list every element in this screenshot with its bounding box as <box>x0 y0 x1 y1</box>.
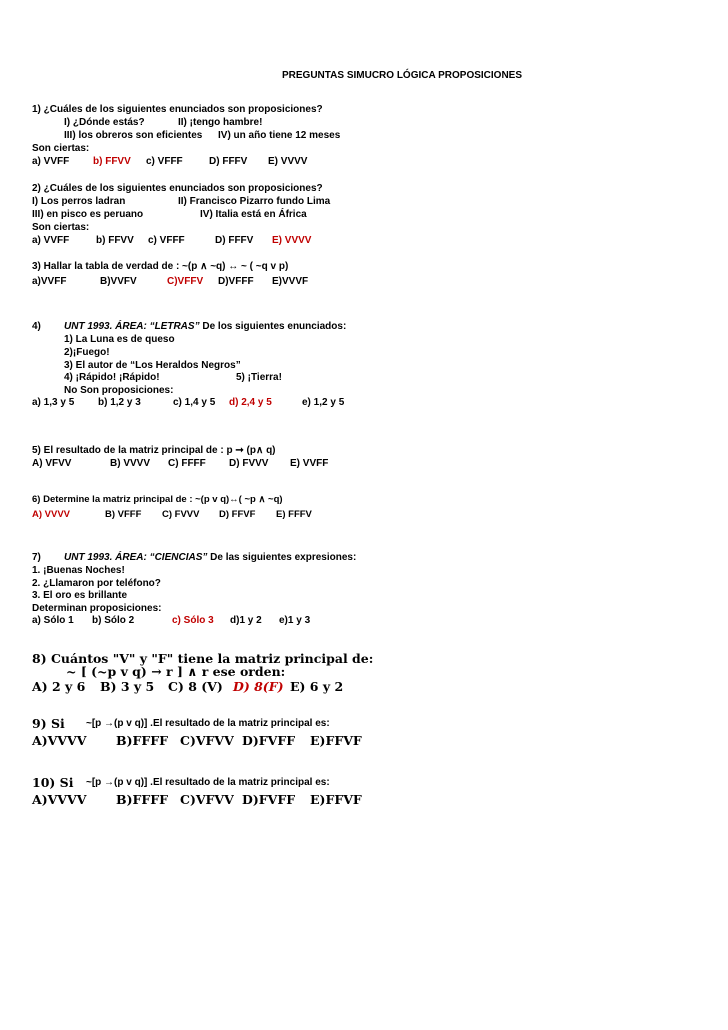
q7-number: 7) <box>32 552 41 563</box>
q1-option-d[interactable]: D) FFFV <box>209 156 248 167</box>
q2-option-b[interactable]: b) FFVV <box>96 235 134 246</box>
q9-option-c[interactable]: C)VFVV <box>180 733 234 748</box>
q3-option-a[interactable]: a)VVFF <box>32 276 67 287</box>
q5-option-c[interactable]: C) FFFF <box>168 458 206 469</box>
page-header: PREGUNTAS SIMUCRO LÓGICA PROPOSICIONES <box>282 70 523 81</box>
q10-option-b[interactable]: B)FFFF <box>116 792 168 807</box>
q8-expression: ~ [ (~p v q) → r ] ∧ r ese orden: <box>66 664 286 679</box>
q1-son-ciertas: Son ciertas: <box>32 143 90 154</box>
q2-statement-iv: IV) Italia está en África <box>200 209 307 220</box>
q8-option-e[interactable]: E) 6 y 2 <box>290 679 344 694</box>
q4-title: UNT 1993. ÁREA: “LETRAS” <box>64 321 200 332</box>
q5-option-b[interactable]: B) VVVV <box>110 458 151 469</box>
q5-stem: 5) El resultado de la matriz principal de : p ➞ (p∧ q) <box>32 445 276 456</box>
q3-stem: 3) Hallar la tabla de verdad de : ~(p ∧ ~q) ↔ ~ ( ~q v p) <box>32 261 289 272</box>
q7-option-b[interactable]: b) Sólo 2 <box>92 615 135 626</box>
q3-option-c[interactable]: C)VFFV <box>167 276 204 287</box>
q9-expression: ~[p →(p v q)] .El resultado de la matriz principal es: <box>86 718 330 729</box>
q2-statement-ii: II) Francisco Pizarro fundo Lima <box>178 196 331 207</box>
q8-stem: 8) Cuántos "V" y "F" tiene la matriz principal de: <box>32 651 374 666</box>
q7-option-c[interactable]: c) Sólo 3 <box>172 615 214 626</box>
q7-title-rest: De las siguientes expresiones: <box>207 552 357 563</box>
q10-option-d[interactable]: D)FVFF <box>242 792 296 807</box>
q6-option-d[interactable]: D) FFVF <box>219 509 256 520</box>
q2-statement-iii: III) en pisco es peruano <box>32 209 144 220</box>
q4-option-a[interactable]: a) 1,3 y 5 <box>32 397 75 408</box>
q4-option-c[interactable]: c) 1,4 y 5 <box>173 397 216 408</box>
q2-option-d[interactable]: D) FFFV <box>215 235 254 246</box>
q4-line-3: 3) El autor de “Los Heraldos Negros” <box>64 360 241 371</box>
q1-statement-iii: III) los obreros son eficientes <box>64 130 203 141</box>
q4-heading <box>64 321 346 332</box>
q3-option-d[interactable]: D)VFFF <box>218 276 254 287</box>
q4-number: 4) <box>32 321 41 332</box>
q1-statement-iv: IV) un año tiene 12 meses <box>218 130 341 141</box>
q9-number: 9) Si <box>32 716 65 731</box>
q6-stem: 6) Determine la matriz principal de : ~(p v q)↔( ~p ∧ ~q) <box>32 494 283 505</box>
q6-option-e[interactable]: E) FFFV <box>276 509 312 520</box>
q10-number: 10) Si <box>32 775 74 790</box>
q1-option-c[interactable]: c) VFFF <box>146 156 183 167</box>
q2-option-e[interactable]: E) VVVV <box>272 235 312 246</box>
q1-option-a[interactable]: a) VVFF <box>32 156 70 167</box>
q7-option-d[interactable]: d)1 y 2 <box>230 615 262 626</box>
q7-title: UNT 1993. ÁREA: “CIENCIAS” <box>64 552 208 563</box>
q2-option-c[interactable]: c) VFFF <box>148 235 185 246</box>
q10-option-c[interactable]: C)VFVV <box>180 792 234 807</box>
q5-option-e[interactable]: E) VVFF <box>290 458 329 469</box>
q7-line-1: 1. ¡Buenas Noches! <box>32 565 125 576</box>
q10-expression: ~[p →(p v q)] .El resultado de la matriz principal es: <box>86 777 330 788</box>
q4-title-rest: De los siguientes enunciados: <box>199 321 347 332</box>
q4-option-d[interactable]: d) 2,4 y 5 <box>229 397 272 408</box>
q8-option-b[interactable]: B) 3 y 5 <box>100 679 155 694</box>
q2-option-a[interactable]: a) VVFF <box>32 235 70 246</box>
q5-option-d[interactable]: D) FVVV <box>229 458 269 469</box>
q1-stem: 1) ¿Cuáles de los siguientes enunciados son proposiciones? <box>32 104 323 115</box>
q10-option-e[interactable]: E)FFVF <box>310 792 362 807</box>
q2-statement-i: I) Los perros ladran <box>32 196 126 207</box>
q8-option-c[interactable]: C) 8 (V) <box>168 679 223 694</box>
q2-son-ciertas: Son ciertas: <box>32 222 90 233</box>
q8-option-d[interactable]: D) 8(F) <box>233 679 284 694</box>
q7-determinan: Determinan proposiciones: <box>32 603 162 614</box>
q4-line-5: 5) ¡Tierra! <box>236 372 282 383</box>
q9-option-a[interactable]: A)VVVV <box>32 733 87 748</box>
q1-statement-ii: II) ¡tengo hambre! <box>178 117 263 128</box>
q3-option-e[interactable]: E)VVVF <box>272 276 309 287</box>
q7-line-2: 2. ¿Llamaron por teléfono? <box>32 578 161 589</box>
q6-option-a[interactable]: A) VVVV <box>32 509 71 520</box>
q9-option-d[interactable]: D)FVFF <box>242 733 296 748</box>
q7-option-e[interactable]: e)1 y 3 <box>279 615 311 626</box>
q4-no-son: No Son proposiciones: <box>64 385 174 396</box>
q10-option-a[interactable]: A)VVVV <box>32 792 87 807</box>
q1-statement-i: I) ¿Dónde estás? <box>64 117 145 128</box>
q1-option-b[interactable]: b) FFVV <box>93 156 131 167</box>
q4-line-4: 4) ¡Rápido! ¡Rápido! <box>64 372 160 383</box>
q4-line-2: 2)¡Fuego! <box>64 347 110 358</box>
q2-stem: 2) ¿Cuáles de los siguientes enunciados son proposiciones? <box>32 183 323 194</box>
q5-option-a[interactable]: A) VFVV <box>32 458 72 469</box>
q4-option-e[interactable]: e) 1,2 y 5 <box>302 397 345 408</box>
q7-heading <box>64 552 356 563</box>
q9-option-e[interactable]: E)FFVF <box>310 733 362 748</box>
q1-option-e[interactable]: E) VVVV <box>268 156 308 167</box>
q9-option-b[interactable]: B)FFFF <box>116 733 168 748</box>
q3-option-b[interactable]: B)VVFV <box>100 276 137 287</box>
q7-line-3: 3. El oro es brillante <box>32 590 128 601</box>
q6-option-c[interactable]: C) FVVV <box>162 509 200 520</box>
q6-option-b[interactable]: B) VFFF <box>105 509 142 520</box>
q4-line-1: 1) La Luna es de queso <box>64 334 175 345</box>
q7-option-a[interactable]: a) Sólo 1 <box>32 615 74 626</box>
q4-option-b[interactable]: b) 1,2 y 3 <box>98 397 141 408</box>
q8-option-a[interactable]: A) 2 y 6 <box>32 679 86 694</box>
